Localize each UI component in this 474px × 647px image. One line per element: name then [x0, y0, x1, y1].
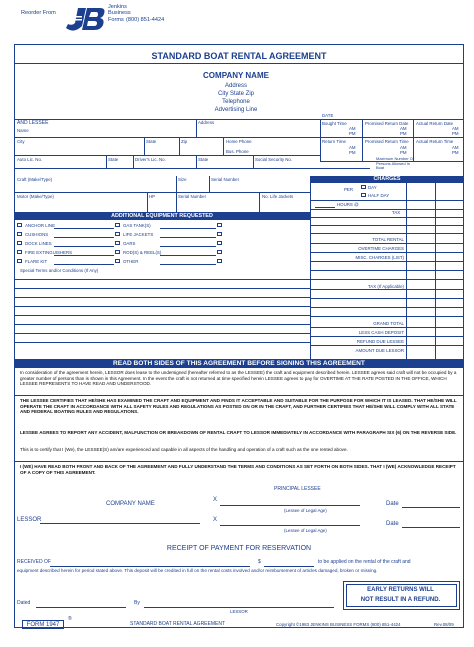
consideration-paragraph: In consideration of the agreement herein, LESSOR does lease to the undersigned (hereafter referred to as the LESSEE) the craft and equipment described herein. LESSEE agrees said craft will not be occupied by a greater number of persons than is shown in this Agreement. In the event the craft is not returned at time specified herein LESSEE agrees to pay for OVERTIME AT THE RATE POSTED IN THE OFFICE, WHICH LESSEE REPRESENTS TO HAVE READ AND UNDERSTOOD. [20, 370, 457, 387]
size-label: Size [178, 177, 187, 182]
equipment-line-right [160, 255, 216, 256]
principal-lessee-label: PRINCIPAL LESSEE [274, 486, 321, 492]
pm-label-3: PM [452, 131, 459, 136]
equipment-checkbox-left-2[interactable] [115, 232, 120, 236]
return-time-3: Actual Return Time [416, 139, 454, 144]
company-name-sig: COMPANY NAME [106, 501, 155, 507]
date-label-2: Date [386, 521, 399, 527]
equipment-checkbox-right[interactable] [217, 241, 222, 245]
x-mark-1: X [213, 497, 218, 503]
state-label-2: State [108, 157, 119, 162]
company-line2: Business [108, 10, 131, 16]
company-line3: Forms [108, 17, 124, 23]
half-day-checkbox[interactable] [361, 193, 366, 197]
page-title: STANDARD BOAT RENTAL AGREEMENT [151, 51, 327, 61]
am-label-5: AM [400, 145, 407, 150]
dated-label: Dated [17, 600, 31, 606]
lessor-label: LESSOR [17, 517, 42, 523]
am-label-2: AM [400, 126, 407, 131]
receipt-lessor-label: LESSOR [230, 609, 248, 614]
home-phone-label: Home Phone [226, 139, 252, 144]
equipment-header: ADDITIONAL EQUIPMENT REQUESTED [14, 212, 310, 220]
equipment-checkbox-left-2[interactable] [115, 259, 120, 263]
equipment-checkbox-left[interactable] [17, 250, 22, 254]
equipment-checkbox-left-2[interactable] [115, 250, 120, 254]
refund-due-label: REFUND DUE LESSEE [356, 339, 404, 344]
report-paragraph: LESSEE AGREES TO REPORT ANY ACCIDENT, MALFUNCTION OR BREAKDOWN OF RENTAL CRAFT TO LESSOR IMMEDIATELY IN ACCORDANCE WITH PARAGRAPH SIX (6) ON THE REVERSE SIDE. [20, 430, 457, 435]
equipment-line-right [160, 237, 216, 238]
equipment-line-right [160, 264, 216, 265]
equipment-checkbox-left-2[interactable] [115, 223, 120, 227]
early-returns-line1: EARLY RETURNS WILL [367, 587, 434, 593]
equipment-checkbox-left[interactable] [17, 232, 22, 236]
bus-phone-label: Bus. Phone [226, 149, 249, 154]
read-both-sides-banner: READ BOTH SIDES OF THIS AGREEMENT BEFORE SIGNING THIS AGREEMENT [14, 359, 464, 368]
pm-label-2: PM [400, 131, 407, 136]
pm-label-6: PM [452, 150, 459, 155]
company-block-city: City State Zip [217, 91, 254, 97]
time-header-1: Bought Time [322, 121, 347, 126]
pm-label-1: PM [349, 131, 356, 136]
time-header-2: Promised Return Date [365, 121, 409, 126]
serial-number-label-2: Serial Number [178, 194, 207, 199]
am-label-3: AM [452, 126, 459, 131]
amount-due-label: AMOUNT DUE LESSOR [355, 348, 404, 353]
auto-lic-label: Auto Lic. No. [17, 157, 43, 162]
tax-label: TAX [392, 210, 401, 215]
certifies-paragraph: THE LESSEE CERTIFIES THAT HE/SHE HAS EXAMINED THE CRAFT AND EQUIPMENT AND FINDS IT ACCEPTABLE AND SUITABLE FOR THE PURPOSE FOR WHICH IT IS LEASED. THAT HE/SHE WILL OPERATE THE CRAFT IN ACCORDANCE WITH ALL SAFETY RULES AND REGULATIONS AS POSTED ON OR IN THE CRAFT, AND FURTHER CERTIFIES THAT HE/SHE WILL COMPLY WITH ALL STATE AND FEDERAL BOATING RULES AND REGULATIONS. [20, 398, 457, 415]
zip-label: Zip [181, 139, 188, 144]
by-label: By [134, 600, 140, 606]
tax-applicable-label: TAX (If Applicable) [367, 284, 404, 289]
date-label: DATE [322, 113, 334, 118]
craft-make-label: Craft (Make/Type) [17, 177, 53, 182]
equipment-line-right [160, 228, 216, 229]
footer-rev: Rev.08/09 [434, 622, 454, 627]
equipment-checkbox-left[interactable] [17, 241, 22, 245]
dollar-sign: $ [258, 559, 261, 565]
charges-header: CHARGES [310, 176, 464, 183]
per-label: PER [344, 187, 354, 192]
equipment-item-right: OARS [123, 240, 136, 246]
company-block-address: Address [224, 83, 247, 89]
equipment-checkbox-right[interactable] [217, 232, 222, 236]
equipment-line-left [54, 246, 114, 247]
equipment-checkbox-left[interactable] [17, 259, 22, 263]
total-rental-label: TOTAL RENTAL [372, 237, 404, 242]
company-block-advertising: Advertising Line [214, 107, 258, 113]
equipment-item-left: FLARE KIT [25, 258, 48, 264]
equipment-line-left [54, 237, 114, 238]
max-persons-label: Maximum Number Of Persons Allowed In Boat [376, 156, 415, 170]
company-name: Jenkins [108, 4, 127, 10]
equipment-item-left: DOCK LINES [25, 240, 52, 246]
legal-age-2: (Lessee of Legal Age) [284, 528, 327, 533]
serial-number-label: Serial Number [211, 177, 240, 182]
equipment-line-left [54, 228, 114, 229]
state-label-3: State [198, 157, 209, 162]
pm-label-4: PM [349, 150, 356, 155]
receipt-text-2: equipment described herein for period stated above. This deposit will be credited in full on the rental costs involved and/or reimbursement of articles damaged, broken or missing. [17, 568, 378, 573]
jb-logo [60, 4, 106, 34]
name-label: Name [17, 128, 29, 133]
hours-label: HOURS @ [337, 202, 359, 207]
am-label-4: AM [349, 145, 356, 150]
acknowledge-paragraph: I (WE) HAVE READ BOTH FRONT AND BACK OF THE AGREEMENT AND FULLY UNDERSTAND THE TERMS AND CONDITIONS AS SET FORTH ON BOTH SIDES. THAT I (WE) ACKNOWLEDGE RECEIPT OF A COPY OF THIS AGREEMENT. [20, 464, 456, 475]
certify-paragraph: This is to certify that I (We), the LESSEE(S) am/are experienced and capable in all aspects of the handling and operation of a craft such as the one rented above. [20, 447, 348, 452]
special-terms-label: Special Terms and/or Conditions (If Any) [20, 268, 99, 273]
footer-copyright: Copyright ©1983 JENKINS BUSINESS FORMS (800) 851-4424 [276, 622, 401, 627]
return-time-2: Promised Return Time [365, 139, 409, 144]
equipment-item-left: FIRE EXTINGUISHERS [25, 249, 73, 255]
equipment-checkbox-left[interactable] [17, 223, 22, 227]
overtime-label: OVERTIME CHARGES [358, 246, 404, 251]
less-cash-deposit-label: LESS CASH DEPOSIT [358, 330, 404, 335]
equipment-item-left: CUSHIONS [25, 231, 49, 237]
equipment-item-right: GAS TANK(S) [123, 222, 151, 228]
misc-charges-label: MISC. CHARGES (LIST) [355, 255, 404, 260]
time-header-3: Actual Return Date [416, 121, 454, 126]
registered-mark: ® [68, 616, 72, 622]
hp-label: HP [149, 194, 156, 199]
received-of-label: RECEIVED OF [17, 559, 51, 565]
state-label: State [146, 139, 157, 144]
life-jackets-label: No. Life Jackets [262, 194, 294, 199]
company-phone: (800) 851-4424 [126, 17, 165, 23]
equipment-line-right [160, 246, 216, 247]
footer-title: STANDARD BOAT RENTAL AGREEMENT [130, 621, 226, 627]
equipment-checkbox-right[interactable] [217, 223, 222, 227]
reorder-label: Reorder From [21, 10, 56, 16]
company-block-telephone: Telephone [222, 99, 250, 105]
return-time-1: Return Time [322, 139, 346, 144]
day-checkbox[interactable] [361, 185, 366, 189]
early-returns-box [343, 581, 460, 610]
am-label-1: AM [349, 126, 356, 131]
equipment-line-left [54, 255, 114, 256]
equipment-item-right: LIFE JACKETS [123, 231, 154, 237]
am-label-6: AM [452, 145, 459, 150]
and-lessee-label: AND LESSEE [17, 120, 49, 126]
city-label: City [17, 139, 25, 144]
receipt-text-1: to be applied on the rental of the craft and [318, 559, 411, 565]
equipment-item-right: ROD(S) & REEL(S) [123, 249, 162, 255]
social-security-label: Social Security No. [255, 157, 293, 162]
company-block-name: COMPANY NAME [203, 71, 269, 80]
half-day-label: HALF DAY [368, 193, 390, 198]
equipment-item-right: OTHER [123, 258, 139, 264]
form-number: FORM 1947 [22, 620, 64, 629]
equipment-checkbox-left-2[interactable] [115, 241, 120, 245]
equipment-checkbox-right[interactable] [217, 259, 222, 263]
early-returns-line2: NOT RESULT IN A REFUND. [360, 597, 441, 603]
grand-total-label: GRAND TOTAL [373, 321, 404, 326]
equipment-item-left: ANCHOR LINE [25, 222, 56, 228]
receipt-header: RECEIPT OF PAYMENT FOR RESERVATION [166, 545, 312, 552]
date-label-1: Date [386, 501, 399, 507]
drivers-lic-label: Driver's Lic. No. [135, 157, 166, 162]
x-mark-2: X [213, 517, 218, 523]
pm-label-5: PM [400, 150, 407, 155]
equipment-line-left [54, 264, 114, 265]
day-label: DAY [368, 185, 377, 190]
legal-age-1: (Lessee of Legal Age) [284, 508, 327, 513]
address-label: Address [198, 120, 215, 125]
equipment-checkbox-right[interactable] [217, 250, 222, 254]
motor-label: Motor (Make/Type) [17, 194, 54, 199]
